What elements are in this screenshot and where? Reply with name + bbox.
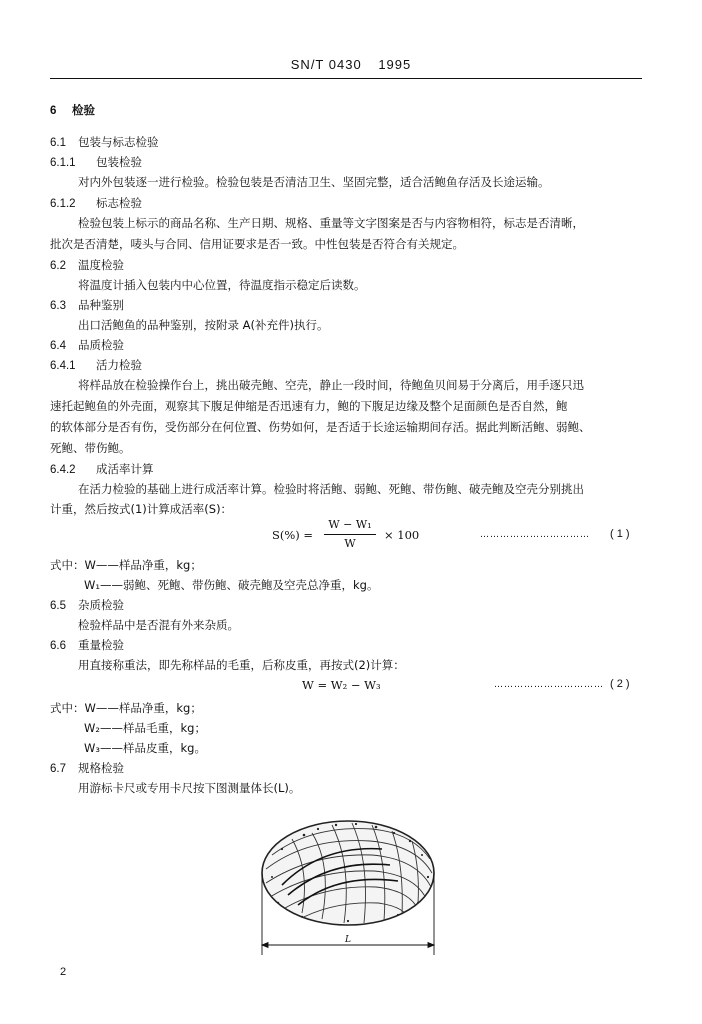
formula-1-rhs: × 100	[384, 528, 420, 542]
paragraph-line: 用游标卡尺或专用卡尺按下图测量体长(L)。	[78, 781, 301, 795]
paragraph-line: 死鲍、带伤鲍。	[50, 441, 131, 455]
paragraph-line: 用直接称重法，即先称样品的毛重，后称皮重，再按式(2)计算：	[78, 658, 405, 672]
section-title: 标志检验	[96, 196, 142, 210]
length-label: L	[345, 935, 351, 945]
formula-2-where-line: W₃——样品皮重，kg。	[84, 741, 206, 755]
formula-1-fraction-bar	[324, 534, 376, 535]
section-title: 重量检验	[78, 638, 124, 652]
formula-1-number: ( 1 )	[610, 528, 630, 540]
paragraph-line: 速托起鲍鱼的外壳面，观察其下腹足伸缩是否迅速有力，鲍的下腹足边缘及整个足面颜色是否自然，鲍	[50, 399, 568, 413]
section-6-1-1-heading	[50, 155, 142, 170]
section-title: 规格检验	[78, 761, 124, 775]
section-title: 温度检验	[78, 258, 124, 272]
formula-1-denominator: W	[344, 537, 356, 550]
section-6-4-heading	[50, 338, 124, 353]
section-number: 6.4.1	[50, 360, 76, 372]
section-number: 6.4	[50, 340, 66, 352]
paragraph-line: 的软体部分是否有伤，受伤部分在何位置、伤势如何，是否适于长途运输期间存活。据此判断活鲍、弱鲍、	[50, 420, 591, 434]
formula-2-where-line: 式中：W——样品净重，kg；	[50, 701, 202, 715]
paragraph-line: 将温度计插入包装内中心位置，待温度指示稳定后读数。	[78, 278, 366, 292]
paragraph-line: 在活力检验的基础上进行成活率计算。检验时将活鲍、弱鲍、死鲍、带伤鲍、破壳鲍及空壳分别挑出	[78, 482, 584, 496]
section-6-4-1-heading	[50, 358, 142, 373]
section-title: 品种鉴别	[78, 298, 124, 312]
formula-2-expression: W = W₂ − W₃	[302, 678, 381, 692]
section-6-6-heading	[50, 638, 124, 653]
section-title: 包装检验	[96, 155, 142, 169]
paragraph-line: 批次是否清楚，唛头与合同、信用证要求是否一致。中性包装是否符合有关规定。	[50, 237, 464, 251]
formula-1-numerator: W − W₁	[328, 518, 372, 531]
paragraph-line: 检验样品中是否混有外来杂质。	[78, 618, 239, 632]
formula-2-number: ( 2 )	[610, 678, 630, 690]
section-number: 6.1.1	[50, 157, 76, 169]
section-number: 6.3	[50, 300, 66, 312]
section-6-7-heading	[50, 761, 124, 776]
page-number: 2	[60, 966, 67, 978]
section-title: 活力检验	[96, 358, 142, 372]
section-title: 成活率计算	[96, 462, 154, 476]
formula-1-leader-dots: ……………………………	[480, 530, 590, 540]
section-number: 6.6	[50, 640, 66, 652]
header-rule	[50, 78, 642, 79]
standard-year: 1995	[378, 57, 412, 72]
paragraph-line: 检验包装上标示的商品名称、生产日期、规格、重量等文字图案是否与内容物相符，标志是否清晰，	[78, 216, 584, 230]
section-6-1-heading	[50, 135, 159, 150]
section-number: 6.1	[50, 137, 66, 149]
section-6-4-2-heading	[50, 462, 154, 477]
formula-1-lhs: S(%) =	[272, 528, 314, 542]
section-6-3-heading	[50, 298, 124, 313]
formula-1-where-line: 式中：W——样品净重，kg；	[50, 558, 202, 572]
section-number: 6.5	[50, 600, 66, 612]
section-number: 6.4.2	[50, 464, 76, 476]
section-number: 6	[50, 105, 57, 117]
formula-1-where-line: W₁——弱鲍、死鲍、带伤鲍、破壳鲍及空壳总净重，kg。	[84, 578, 379, 592]
abalone-length-figure	[252, 815, 444, 961]
formula-2-where-line: W₂——样品毛重，kg；	[84, 721, 206, 735]
standard-number: SN/T 0430	[290, 57, 362, 72]
section-number: 6.2	[50, 260, 66, 272]
section-6-heading	[50, 103, 95, 118]
section-6-5-heading	[50, 598, 124, 613]
section-title: 检验	[72, 103, 95, 117]
section-number: 6.7	[50, 763, 66, 775]
section-title: 杂质检验	[78, 598, 124, 612]
abalone-shell-icon	[262, 821, 434, 925]
formula-2-leader-dots: ……………………………	[494, 680, 604, 690]
section-6-1-2-heading	[50, 196, 142, 211]
section-number: 6.1.2	[50, 198, 76, 210]
running-header	[0, 57, 702, 72]
section-title: 品质检验	[78, 338, 124, 352]
paragraph-line: 计重，然后按式(1)计算成活率(S)：	[50, 502, 233, 516]
paragraph-line: 出口活鲍鱼的品种鉴别，按附录 A(补充件)执行。	[78, 318, 329, 332]
paragraph-line: 对内外包装逐一进行检验。检验包装是否清洁卫生、坚固完整，适合活鲍鱼存活及长途运输。	[78, 175, 550, 189]
section-title: 包装与标志检验	[78, 135, 159, 149]
paragraph-line: 将样品放在检验操作台上，挑出破壳鲍、空壳，静止一段时间，待鲍鱼贝间易于分离后，用手逐只迅	[78, 378, 584, 392]
abalone-shell-drawing	[252, 815, 444, 961]
section-6-2-heading	[50, 258, 124, 273]
